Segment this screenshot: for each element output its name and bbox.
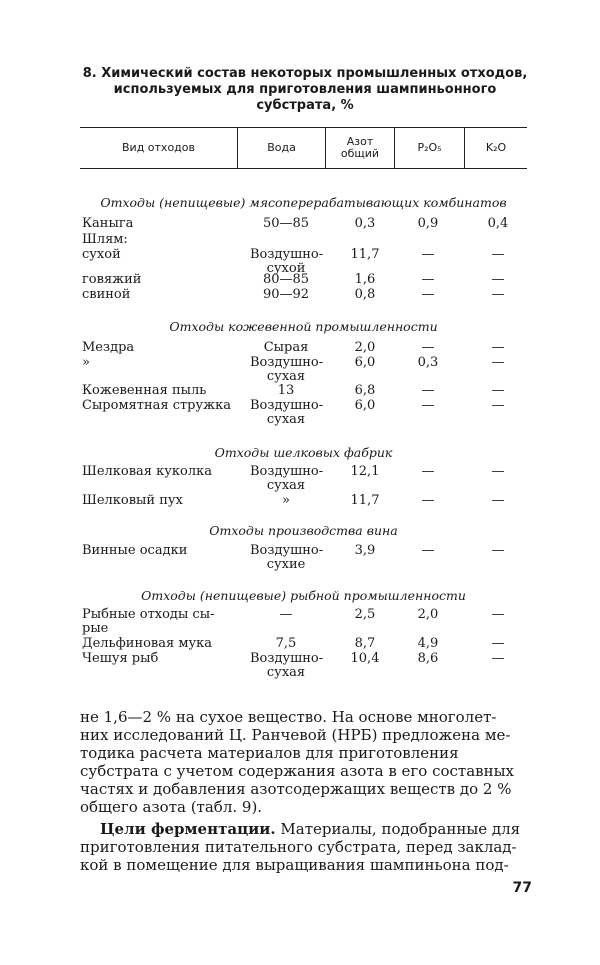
text-line: них исследований Ц. Ранчевой (НРБ) предложена ме- <box>80 726 511 744</box>
cell-name <box>82 652 257 666</box>
cell-p2o5-line: — <box>421 398 435 413</box>
cell-p2o5-line: — <box>421 543 435 558</box>
cell-nitrogen-line: 0,3 <box>354 216 376 231</box>
cell-name-line: Чешуя рыб <box>82 651 159 666</box>
cell-nitrogen <box>344 399 386 413</box>
cell-k2o-line: — <box>491 636 505 651</box>
cell-nitrogen-line: 6,8 <box>354 383 376 398</box>
text-line: общего азота (табл. 9). <box>80 798 263 816</box>
cell-k2o-line: — <box>491 464 505 479</box>
cell-p2o5-line: — <box>421 383 435 398</box>
cell-name-line: сухой <box>82 247 121 262</box>
cell-water-line: 7,5 <box>275 636 297 651</box>
cell-k2o <box>472 652 524 666</box>
cell-name-line: Мездра <box>82 340 135 355</box>
cell-name-line: Рыбные отходы сы- <box>82 607 215 622</box>
cell-name <box>82 465 257 479</box>
cell-k2o <box>472 273 524 287</box>
text-line: субстрата с учетом содержания азота в его составных <box>80 762 515 780</box>
cell-name <box>82 544 257 558</box>
cell-nitrogen-line: 2,0 <box>354 340 376 355</box>
cell-name <box>82 356 257 370</box>
table-header-rule <box>80 168 527 169</box>
cell-k2o-line: — <box>491 383 505 398</box>
cell-k2o <box>472 544 524 558</box>
cell-water <box>250 652 322 680</box>
cell-nitrogen <box>344 465 386 479</box>
cell-water <box>250 356 322 384</box>
cell-p2o5 <box>398 608 458 622</box>
cell-water-line: 13 <box>277 383 295 398</box>
cell-k2o-line: — <box>491 398 505 413</box>
cell-p2o5 <box>398 384 458 398</box>
cell-p2o5-line: — <box>421 247 435 262</box>
header-nitrogen-line2: общий <box>340 147 380 160</box>
section-title: Отходы (непищевые) рыбной промышленности <box>141 588 466 603</box>
cell-name-line: Винные осадки <box>82 543 188 558</box>
header-water: Вода <box>267 141 296 154</box>
cell-nitrogen-line: 2,5 <box>354 607 376 622</box>
header-nitrogen-line1: Азот <box>346 135 374 148</box>
cell-name-line: свиной <box>82 287 131 302</box>
cell-water-line: — <box>279 607 293 622</box>
cell-p2o5-line: — <box>421 340 435 355</box>
cell-p2o5 <box>398 465 458 479</box>
cell-k2o <box>472 465 524 479</box>
cell-p2o5-line: 2,0 <box>417 607 439 622</box>
cell-name-line: Шелковый пух <box>82 493 183 508</box>
cell-nitrogen-line: 3,9 <box>354 543 376 558</box>
cell-water <box>250 544 322 572</box>
cell-water-line: Сырая <box>263 340 309 355</box>
cell-name <box>82 341 257 355</box>
cell-nitrogen <box>344 288 386 302</box>
cell-k2o <box>472 341 524 355</box>
cell-p2o5 <box>398 652 458 666</box>
cell-k2o <box>472 399 524 413</box>
cell-name <box>82 217 257 231</box>
cell-p2o5-line: — <box>421 287 435 302</box>
cell-nitrogen-line: 11,7 <box>350 247 380 262</box>
cell-name-line: Сыромятная стружка <box>82 398 231 413</box>
cell-nitrogen <box>344 341 386 355</box>
cell-nitrogen <box>344 608 386 622</box>
cell-water-line: Воздушно- <box>250 651 324 666</box>
cell-k2o-line: — <box>491 493 505 508</box>
section-title: Отходы кожевенной промышленности <box>169 319 438 334</box>
cell-name <box>82 608 257 636</box>
cell-name <box>82 494 257 508</box>
text-line <box>100 820 530 838</box>
text-line: частях и добавления азотсодержащих веществ до 2 % <box>80 780 512 798</box>
cell-water-line: Воздушно- <box>250 464 324 479</box>
cell-p2o5 <box>398 399 458 413</box>
cell-p2o5-line: 8,6 <box>417 651 439 666</box>
cell-water-line: » <box>282 493 290 508</box>
cell-k2o <box>472 217 524 231</box>
section-title: Отходы (непищевые) мясоперерабатывающих комбинатов <box>100 195 507 210</box>
header-k2o: K₂O <box>485 141 507 154</box>
cell-water <box>250 273 322 287</box>
cell-water-line-2: сухие <box>266 557 306 572</box>
cell-p2o5 <box>398 637 458 651</box>
text-line: приготовления питательного субстрата, перед заклад- <box>80 838 517 856</box>
cell-water-line: Воздушно- <box>250 247 324 262</box>
cell-water <box>250 399 322 427</box>
cell-k2o-line: — <box>491 607 505 622</box>
cell-water-line: 80—85 <box>262 272 310 287</box>
text-line: тодика расчета материалов для приготовления <box>80 744 459 762</box>
page-number: 77 <box>512 880 532 896</box>
cell-name <box>82 399 257 413</box>
cell-water-line-2: сухая <box>266 665 306 680</box>
cell-name <box>82 288 257 302</box>
cell-water <box>250 384 322 398</box>
cell-name <box>82 248 257 262</box>
cell-name <box>82 233 257 247</box>
cell-water-line: Воздушно- <box>250 398 324 413</box>
cell-p2o5-line: 0,3 <box>417 355 439 370</box>
cell-nitrogen-line: 6,0 <box>354 355 376 370</box>
cell-k2o <box>472 288 524 302</box>
cell-nitrogen <box>344 248 386 262</box>
section-title: Отходы шелковых фабрик <box>214 445 393 460</box>
cell-p2o5-line: 4,9 <box>417 636 439 651</box>
cell-nitrogen <box>344 384 386 398</box>
cell-water <box>250 465 322 493</box>
cell-water <box>250 637 322 651</box>
cell-name-line: Дельфиновая мука <box>82 636 212 651</box>
cell-nitrogen-line: 1,6 <box>354 272 376 287</box>
cell-p2o5 <box>398 248 458 262</box>
cell-nitrogen <box>344 494 386 508</box>
cell-water-line: Воздушно- <box>250 355 324 370</box>
cell-nitrogen <box>344 356 386 370</box>
cell-p2o5 <box>398 288 458 302</box>
cell-name-line: Шлям: <box>82 232 128 247</box>
cell-k2o-line: — <box>491 247 505 262</box>
cell-water-line-2: сухая <box>266 412 306 427</box>
cell-p2o5-line: — <box>421 272 435 287</box>
header-p2o5: P₂O₅ <box>417 141 442 154</box>
cell-water <box>250 217 322 231</box>
cell-p2o5 <box>398 341 458 355</box>
cell-nitrogen <box>344 637 386 651</box>
cell-name <box>82 384 257 398</box>
text-line: не 1,6—2 % на сухое вещество. На основе многолет- <box>80 708 497 726</box>
caption-line-2: используемых для приготовления шампиньонного субстрата, % <box>113 82 497 113</box>
cell-nitrogen <box>344 273 386 287</box>
cell-name-line: » <box>82 355 90 370</box>
cell-water-line: Воздушно- <box>250 543 324 558</box>
header-nitrogen <box>326 128 394 168</box>
cell-k2o <box>472 608 524 622</box>
cell-water-line-2: сухой <box>266 261 306 276</box>
table-caption <box>80 66 530 114</box>
cell-nitrogen-line: 6,0 <box>354 398 376 413</box>
cell-k2o <box>472 248 524 262</box>
cell-p2o5 <box>398 494 458 508</box>
cell-water-line-2: сухая <box>266 369 306 384</box>
cell-water <box>250 288 322 302</box>
cell-water <box>250 608 322 622</box>
cell-k2o-line: — <box>491 272 505 287</box>
cell-water-line-2: сухая <box>266 478 306 493</box>
cell-p2o5-line: — <box>421 493 435 508</box>
cell-nitrogen <box>344 544 386 558</box>
cell-water <box>250 341 322 355</box>
cell-p2o5 <box>398 273 458 287</box>
cell-nitrogen-line: 10,4 <box>350 651 380 666</box>
cell-water <box>250 494 322 508</box>
cell-k2o <box>472 637 524 651</box>
cell-water-line: 50—85 <box>262 216 310 231</box>
caption-line-1: 8. Химический состав некоторых промышленных отходов, <box>82 66 528 81</box>
section-heading-fermentation: Цели ферментации. <box>100 820 276 838</box>
cell-k2o-line: 0,4 <box>487 216 509 231</box>
cell-nitrogen-line: 0,8 <box>354 287 376 302</box>
cell-k2o-line: — <box>491 543 505 558</box>
cell-k2o-line: — <box>491 287 505 302</box>
cell-p2o5 <box>398 356 458 370</box>
cell-p2o5-line: — <box>421 464 435 479</box>
cell-name-line-2: рые <box>82 621 109 636</box>
cell-nitrogen-line: 12,1 <box>350 464 380 479</box>
cell-p2o5 <box>398 544 458 558</box>
cell-nitrogen-line: 11,7 <box>350 493 380 508</box>
cell-name <box>82 637 257 651</box>
cell-nitrogen <box>344 217 386 231</box>
cell-water-line: 90—92 <box>262 287 310 302</box>
cell-nitrogen <box>344 652 386 666</box>
cell-name <box>82 273 257 287</box>
cell-p2o5 <box>398 217 458 231</box>
text-line: кой в помещение для выращивания шампиньона под- <box>80 856 509 874</box>
section-title: Отходы производства вина <box>209 523 398 538</box>
cell-k2o-line: — <box>491 651 505 666</box>
cell-nitrogen-line: 8,7 <box>354 636 376 651</box>
cell-k2o-line: — <box>491 340 505 355</box>
cell-name-line: Шелковая куколка <box>82 464 212 479</box>
cell-name-line: Кожевенная пыль <box>82 383 207 398</box>
cell-k2o <box>472 356 524 370</box>
cell-name-line: Каныга <box>82 216 134 231</box>
cell-k2o-line: — <box>491 355 505 370</box>
cell-k2o <box>472 494 524 508</box>
cell-name-line: говяжий <box>82 272 142 287</box>
cell-k2o <box>472 384 524 398</box>
text-run: Материалы, подобранные для <box>275 820 521 838</box>
header-type: Вид отходов <box>122 141 195 154</box>
cell-p2o5-line: 0,9 <box>417 216 439 231</box>
